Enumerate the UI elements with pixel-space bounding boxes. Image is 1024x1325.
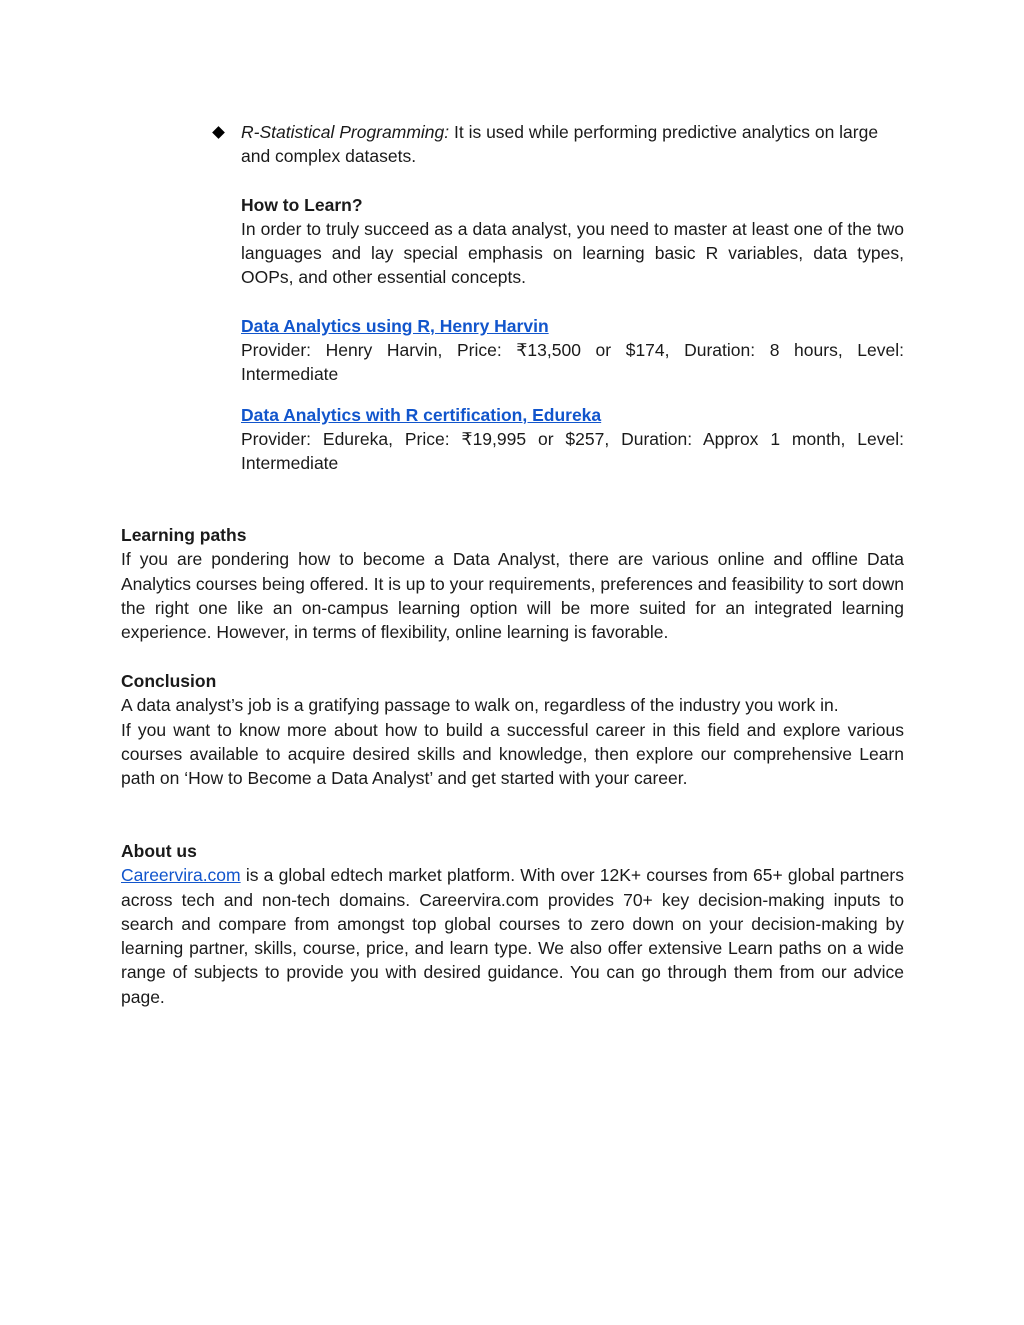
learning-paths-body: If you are pondering how to become a Data Analyst, there are various online and offline Data Analytics courses being offered. It is up to your requirements, preferences and feasibility to sort down the right one like an on-campus learning option will be more suited for an integrated learning experience. However, in terms of flexibility, online learning is favorable. <box>121 549 904 643</box>
course-details: Provider: Henry Harvin, Price: ₹13,500 or $174, Duration: 8 hours, Level: Intermediate <box>241 340 904 385</box>
conclusion-heading: Conclusion <box>121 671 217 691</box>
how-to-learn-body: In order to truly succeed as a data analyst, you need to master at least one of the two languages and lay special emphasis on learning basic R variables, data types, OOPs, and other essential concepts. <box>241 218 904 288</box>
conclusion-line-2: If you want to know more about how to build a successful career in this field and explore various courses available to acquire desired skills and knowledge, then explore our comprehensive Learn path on ‘How to Become a Data Analyst’ and get started with your career. <box>121 719 904 789</box>
bullet-text: It is used while performing predictive analytics on large and complex datasets. <box>241 122 879 167</box>
how-to-learn-heading: How to Learn? <box>241 194 363 215</box>
about-us-section <box>121 839 904 1009</box>
bullet-paragraph <box>241 120 904 169</box>
about-us-body <box>121 863 904 1009</box>
bullet-term: R-Statistical Programming: <box>241 122 450 142</box>
course-details: Provider: Edureka, Price: ₹19,995 or $257, Duration: Approx 1 month, Level: Intermediate <box>241 428 904 474</box>
course-title[interactable]: Data Analytics using R, Henry Harvin <box>241 315 549 336</box>
diamond-bullet-icon <box>211 120 225 144</box>
learning-paths-heading: Learning paths <box>121 525 247 545</box>
course-title[interactable]: Data Analytics with R certification, Edureka <box>241 404 602 425</box>
about-us-text: is a global edtech market platform. With over 12K+ courses from 65+ global partners across tech and non-tech domains. Careervira.com provides 70+ key decision-making inputs to search and compare from amongst top global courses to zero down on your decision-making by learning partner, skills, course, price, and learn type. We also offer extensive Learn paths on a wide range of subjects to provide you with desired guidance. You can go through them from our advice page. <box>121 865 904 1007</box>
conclusion-line-1: A data analyst’s job is a gratifying passage to walk on, regardless of the industry you work in. <box>121 695 839 716</box>
r-programming-section <box>241 120 904 476</box>
careervira-link[interactable]: Careervira.com <box>121 865 241 886</box>
conclusion-section <box>121 669 904 790</box>
learning-paths-section <box>121 523 904 644</box>
course-link-edureka[interactable] <box>241 403 904 427</box>
course-link-henry-harvin[interactable] <box>241 314 904 338</box>
about-us-heading: About us <box>121 841 197 861</box>
